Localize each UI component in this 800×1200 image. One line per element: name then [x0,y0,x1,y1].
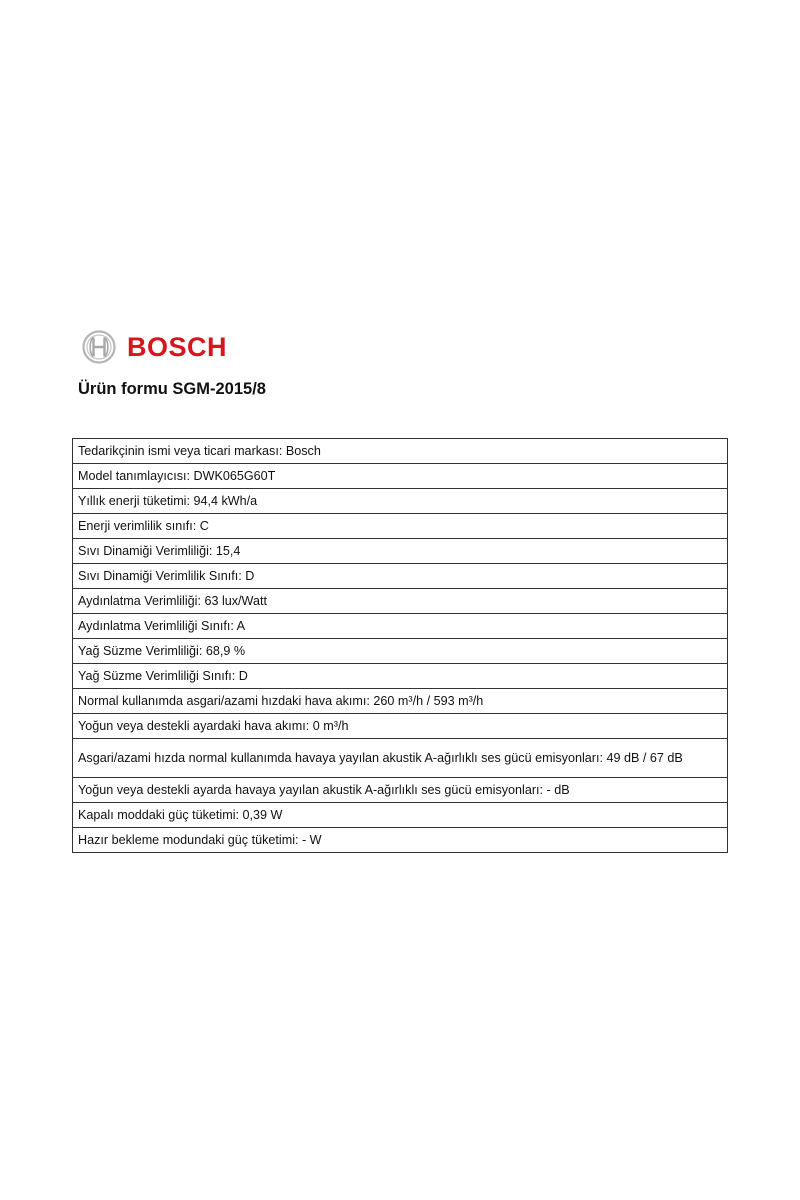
table-row [73,739,728,778]
table-row [73,778,728,803]
table-row [73,803,728,828]
brand-logo [82,328,227,366]
page-title: Ürün formu SGM-2015/8 [78,380,266,398]
table-row [73,539,728,564]
product-fiche-table [72,438,728,853]
table-row [73,664,728,689]
table-cell: Aydınlatma Verimliliği: 63 lux/Watt [73,589,728,614]
table-cell: Tedarikçinin ismi veya ticari markası: Bosch [73,439,728,464]
brand-name: BOSCH [127,332,228,362]
table-row [73,639,728,664]
bosch-armature-icon [82,330,116,364]
table-row [73,714,728,739]
table-cell: Yıllık enerji tüketimi: 94,4 kWh/a [73,489,728,514]
table-row [73,589,728,614]
table-cell: Enerji verimlilik sınıfı: C [73,514,728,539]
table-row [73,614,728,639]
product-fiche-rows [73,439,728,853]
table-cell: Yağ Süzme Verimliliği: 68,9 % [73,639,728,664]
table-row [73,689,728,714]
table-cell: Sıvı Dinamiği Verimlilik Sınıfı: D [73,564,728,589]
table-row [73,439,728,464]
table-cell: Aydınlatma Verimliliği Sınıfı: A [73,614,728,639]
table-cell: Model tanımlayıcısı: DWK065G60T [73,464,728,489]
table-cell: Yağ Süzme Verimliliği Sınıfı: D [73,664,728,689]
table-row [73,514,728,539]
table-cell: Kapalı moddaki güç tüketimi: 0,39 W [73,803,728,828]
table-row [73,828,728,853]
table-cell: Hazır bekleme modundaki güç tüketimi: - W [73,828,728,853]
table-cell: Normal kullanımda asgari/azami hızdaki hava akımı: 260 m³/h / 593 m³/h [73,689,728,714]
table-cell: Sıvı Dinamiği Verimliliği: 15,4 [73,539,728,564]
table-row [73,464,728,489]
table-cell: Yoğun veya destekli ayardaki hava akımı: 0 m³/h [73,714,728,739]
table-cell: Yoğun veya destekli ayarda havaya yayılan akustik A-ağırlıklı ses gücü emisyonları: - dB [73,778,728,803]
table-row [73,564,728,589]
table-cell: Asgari/azami hızda normal kullanımda havaya yayılan akustik A-ağırlıklı ses gücü emisyonları: 49 dB / 67 dB [73,739,728,778]
table-row [73,489,728,514]
